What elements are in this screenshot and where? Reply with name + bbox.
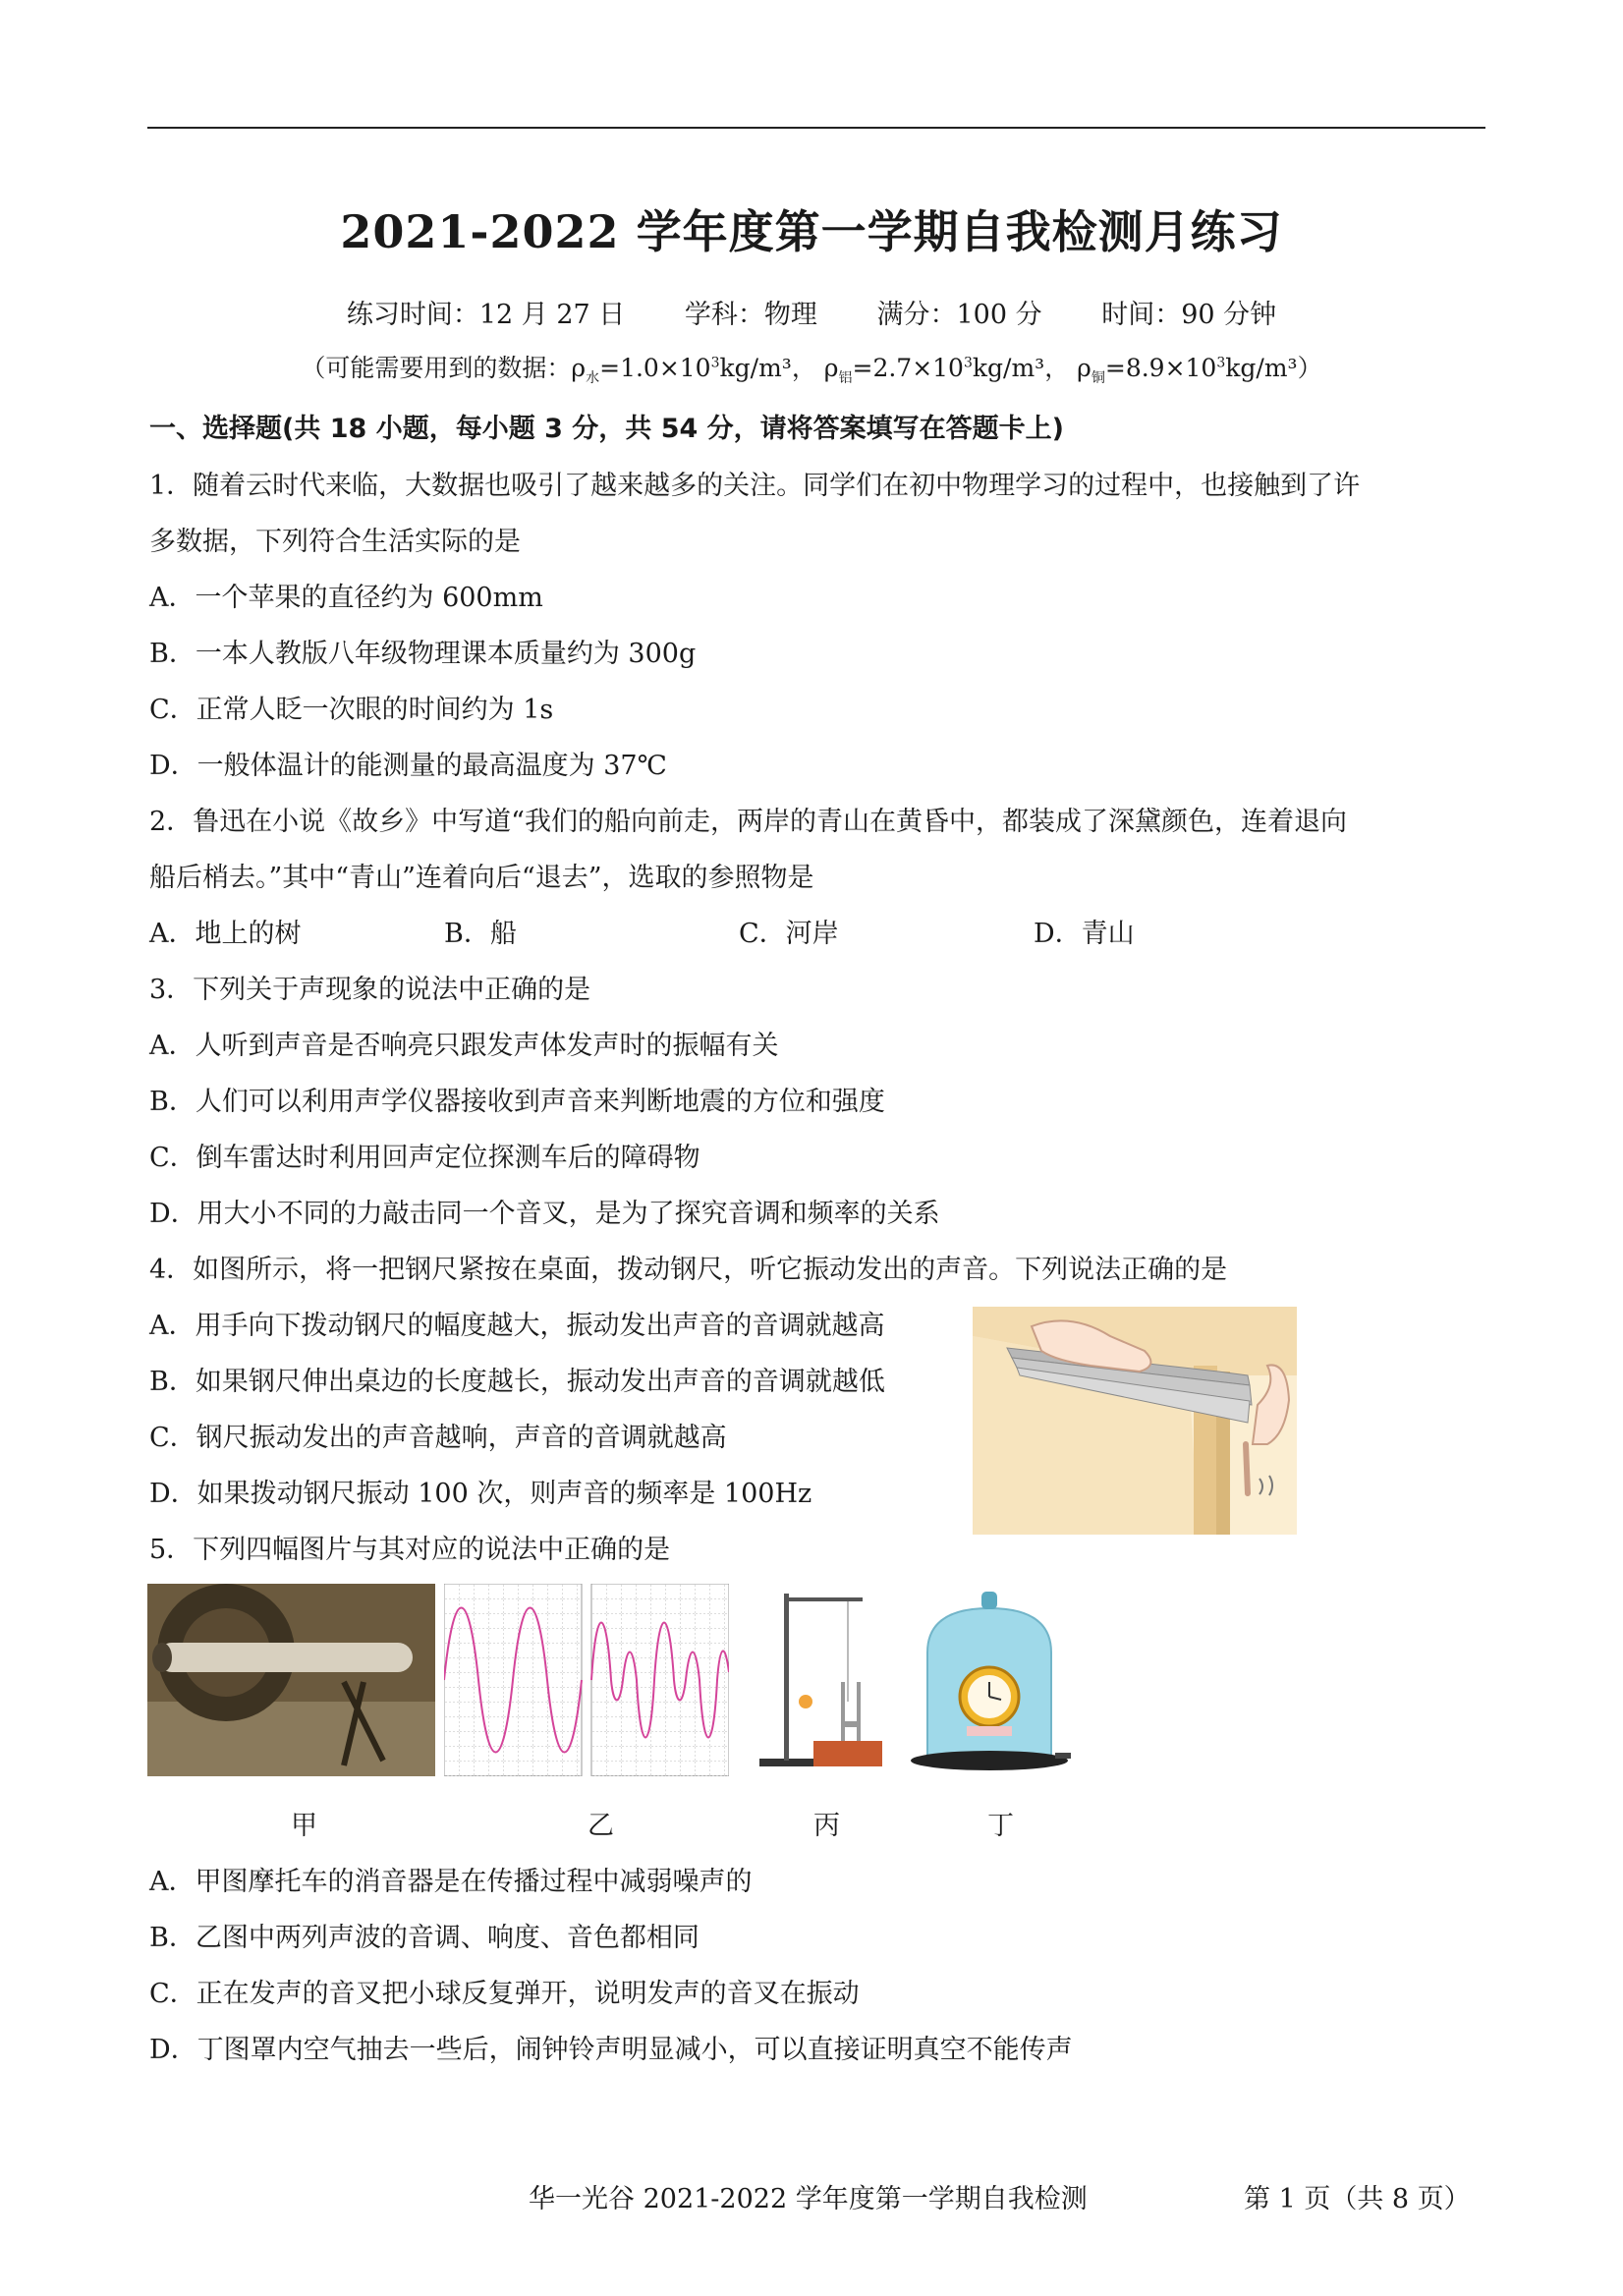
caption-bing: 丙: [813, 1811, 840, 1841]
q5-stem: 5．下列四幅图片与其对应的说法中正确的是: [149, 1535, 671, 1565]
exam-subject: 学科：物理: [684, 300, 817, 330]
q1-option-c: C．正常人眨一次眼的时间约为 1s: [149, 695, 554, 725]
bell-jar-clock-figure: [908, 1584, 1071, 1776]
q1-option-a: A．一个苹果的直径约为 600mm: [149, 583, 543, 613]
exam-meta: [0, 293, 1623, 331]
q3-option-d: D．用大小不同的力敲击同一个音叉，是为了探究音调和频率的关系: [149, 1199, 940, 1229]
q2-stem-line1: 2．鲁迅在小说《故乡》中写道“我们的船向前走，两岸的青山在黄昏中，都装成了深黛颜色，连着退向: [149, 807, 1347, 837]
footer-school: 华一光谷 2021-2022 学年度第一学期自我检测: [529, 2184, 1088, 2214]
constants-line: （可能需要用到的数据：$\rho_水=1.0\times 10^3kg/m^3$， $\rho_铝=2.7\times 10^3kg/m^3$， $\rho_铜=8.9\times 10^3kg/m^3$）: [301, 354, 1322, 386]
q1-stem-line1: 1．随着云时代来临，大数据也吸引了越来越多的关注。同学们在初中物理学习的过程中，也接触到了许: [149, 471, 1361, 501]
q5-option-d: D．丁图罩内空气抽去一些后，闹钟铃声明显减小，可以直接证明真空不能传声: [149, 2035, 1073, 2065]
q3-option-c: C．倒车雷达时利用回声定位探测车后的障碍物: [149, 1143, 700, 1173]
q3-stem: 3．下列关于声现象的说法中正确的是: [149, 975, 591, 1005]
caption-ding: 丁: [987, 1811, 1014, 1841]
exam-duration: 时间：90 分钟: [1101, 300, 1277, 330]
q3-option-b: B．人们可以利用声学仪器接收到声音来判断地震的方位和强度: [149, 1087, 885, 1117]
q2-option-b: B．船: [444, 919, 517, 949]
exam-date: 练习时间：12 月 27 日: [346, 300, 626, 330]
q4-option-a: A．用手向下拨动钢尺的幅度越大，振动发出声音的音调就越高: [149, 1311, 885, 1341]
caption-yi: 乙: [588, 1811, 614, 1841]
q5-option-a: A．甲图摩托车的消音器是在传播过程中减弱噪声的: [149, 1867, 753, 1897]
caption-jia: 甲: [291, 1811, 317, 1841]
motorcycle-muffler-photo: [147, 1584, 435, 1776]
q1-option-b: B．一本人教版八年级物理课本质量约为 300g: [149, 639, 697, 669]
footer-page-number: 第 1 页（共 8 页）: [1244, 2184, 1471, 2214]
q4-stem: 4．如图所示，将一把钢尺紧按在桌面，拨动钢尺，听它振动发出的声音。下列说法正确的是: [149, 1255, 1228, 1285]
q3-option-a: A．人听到声音是否响亮只跟发声体发声时的振幅有关: [149, 1031, 779, 1061]
q4-option-c: C．钢尺振动发出的声音越响，声音的音调就越高: [149, 1423, 727, 1453]
tuning-fork-ball-figure: [755, 1584, 892, 1776]
exam-full-score: 满分：100 分: [876, 300, 1042, 330]
section-heading: 一、选择题(共 18 小题，每小题 3 分，共 54 分，请将答案填写在答题卡上): [149, 414, 1065, 444]
q5-option-b: B．乙图中两列声波的音调、响度、音色都相同: [149, 1923, 700, 1953]
top-rule: [147, 127, 1485, 129]
q2-stem-line2: 船后梢去。”其中“青山”连着向后“退去”，选取的参照物是: [149, 863, 814, 893]
q2-option-c: C．河岸: [739, 919, 839, 949]
page-title: 2021-2022 学年度第一学期自我检测月练习: [340, 205, 1283, 258]
sound-waveforms-figure: [444, 1584, 729, 1776]
q2-options: [149, 912, 1328, 950]
q1-stem-line2: 多数据，下列符合生活实际的是: [149, 527, 521, 557]
q4-option-b: B．如果钢尺伸出桌边的长度越长，振动发出声音的音调就越低: [149, 1367, 885, 1397]
q1-option-d: D．一般体温计的能测量的最高温度为 37℃: [149, 751, 667, 781]
q2-option-d: D．青山: [1034, 919, 1135, 949]
q5-option-c: C．正在发声的音叉把小球反复弹开，说明发声的音叉在振动: [149, 1979, 860, 2009]
ruler-on-table-figure: [973, 1307, 1297, 1535]
q4-option-d: D．如果拨动钢尺振动 100 次，则声音的频率是 100Hz: [149, 1479, 812, 1509]
q2-option-a: A．地上的树: [149, 919, 302, 949]
